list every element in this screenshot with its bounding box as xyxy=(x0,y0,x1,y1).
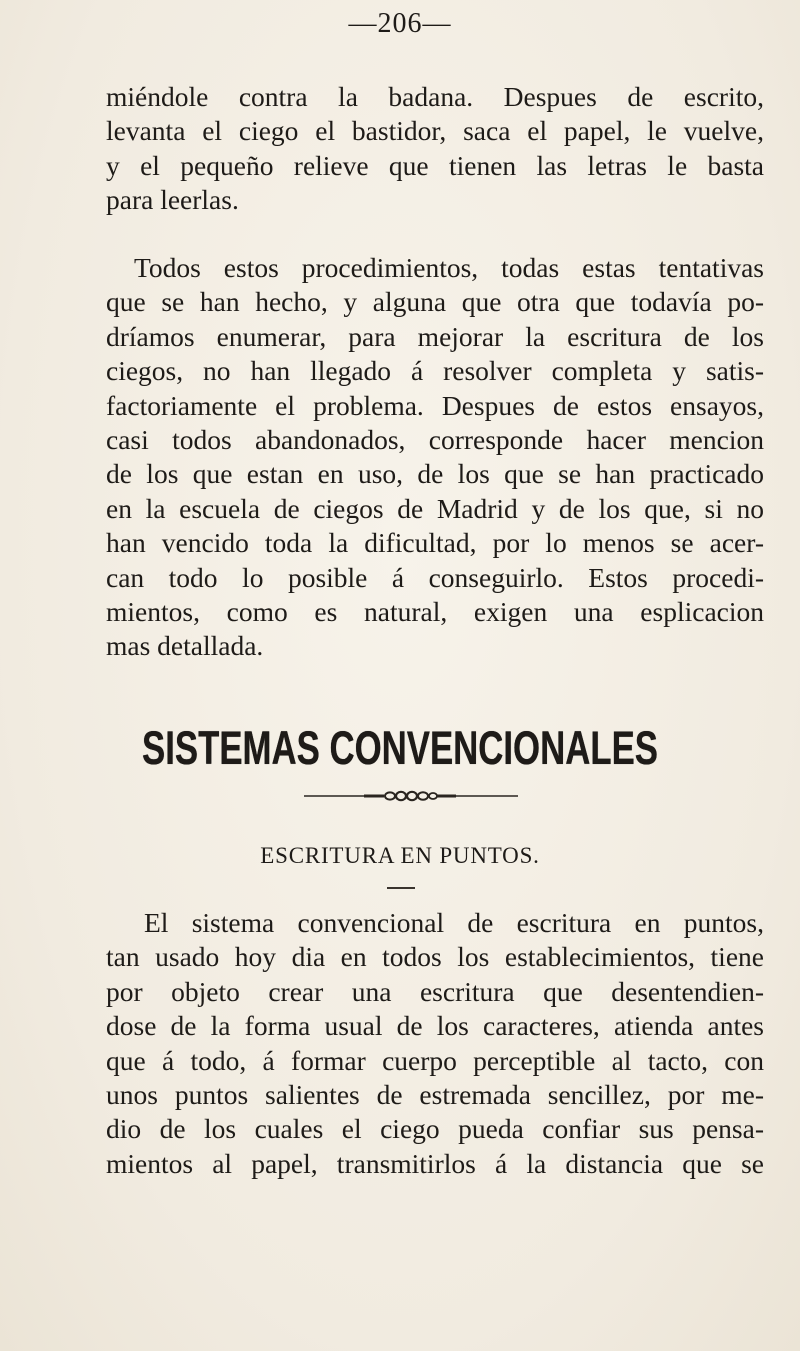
ornament-rule-icon xyxy=(304,790,518,802)
text-line: que á todo, á formar cuerpo perceptible al tacto, con xyxy=(106,1044,764,1076)
text-line: en la escuela de ciegos de Madrid y de los que, si no xyxy=(106,492,764,524)
text-line: de los que estan en uso, de los que se han practicado xyxy=(106,458,764,490)
text-line: dose de la forma usual de los caracteres, atienda antes xyxy=(106,1010,764,1042)
text-line: mas detallada. xyxy=(106,630,264,662)
text-line: y el pequeño relieve que tienen las letras le basta xyxy=(106,149,764,181)
section-heading: SISTEMAS CONVENCIONALES xyxy=(142,721,658,774)
text-line: dríamos enumerar, para mejorar la escritura de los xyxy=(106,320,764,352)
text-line: Todos estos procedimientos, todas estas tentativas xyxy=(134,252,764,283)
text-line: El sistema convencional de escritura en puntos, xyxy=(144,907,764,938)
short-divider xyxy=(387,887,415,889)
paragraph-point-writing xyxy=(106,906,764,1181)
text-line: factoriamente el problema. Despues de estos ensayos, xyxy=(106,389,764,421)
text-line: miéndole contra la badana. Despues de escrito, xyxy=(106,81,764,112)
section-subtitle: ESCRITURA EN PUNTOS. xyxy=(260,843,540,868)
text-line: que se han hecho, y alguna que otra que todavía po- xyxy=(106,286,764,318)
text-line: levanta el ciego el bastidor, saca el papel, le vuelve, xyxy=(106,115,764,147)
text-line: unos puntos salientes de estremada sencillez, por me- xyxy=(106,1078,764,1110)
text-line: han vencido toda la dificultad, por lo menos se acer- xyxy=(106,527,764,559)
text-line: dio de los cuales el ciego pueda confiar sus pensa- xyxy=(106,1113,764,1145)
page-number: —206— xyxy=(348,8,452,39)
paragraph-procedures xyxy=(106,251,764,664)
text-line: ciegos, no han llegado á resolver completa y satis- xyxy=(106,355,764,387)
text-line: para leerlas. xyxy=(106,184,239,216)
paragraph-continuation xyxy=(106,80,764,218)
text-line: por objeto crear una escritura que desentendien- xyxy=(106,975,764,1007)
text-line: mientos, como es natural, exigen una esplicacion xyxy=(106,595,764,627)
text-line: tan usado hoy dia en todos los establecimientos, tiene xyxy=(106,941,764,973)
text-line: casi todos abandonados, corresponde hacer mencion xyxy=(106,423,764,455)
text-line: can todo lo posible á conseguirlo. Estos procedi- xyxy=(106,561,764,593)
text-line: mientos al papel, transmitirlos á la distancia que se xyxy=(106,1147,764,1179)
